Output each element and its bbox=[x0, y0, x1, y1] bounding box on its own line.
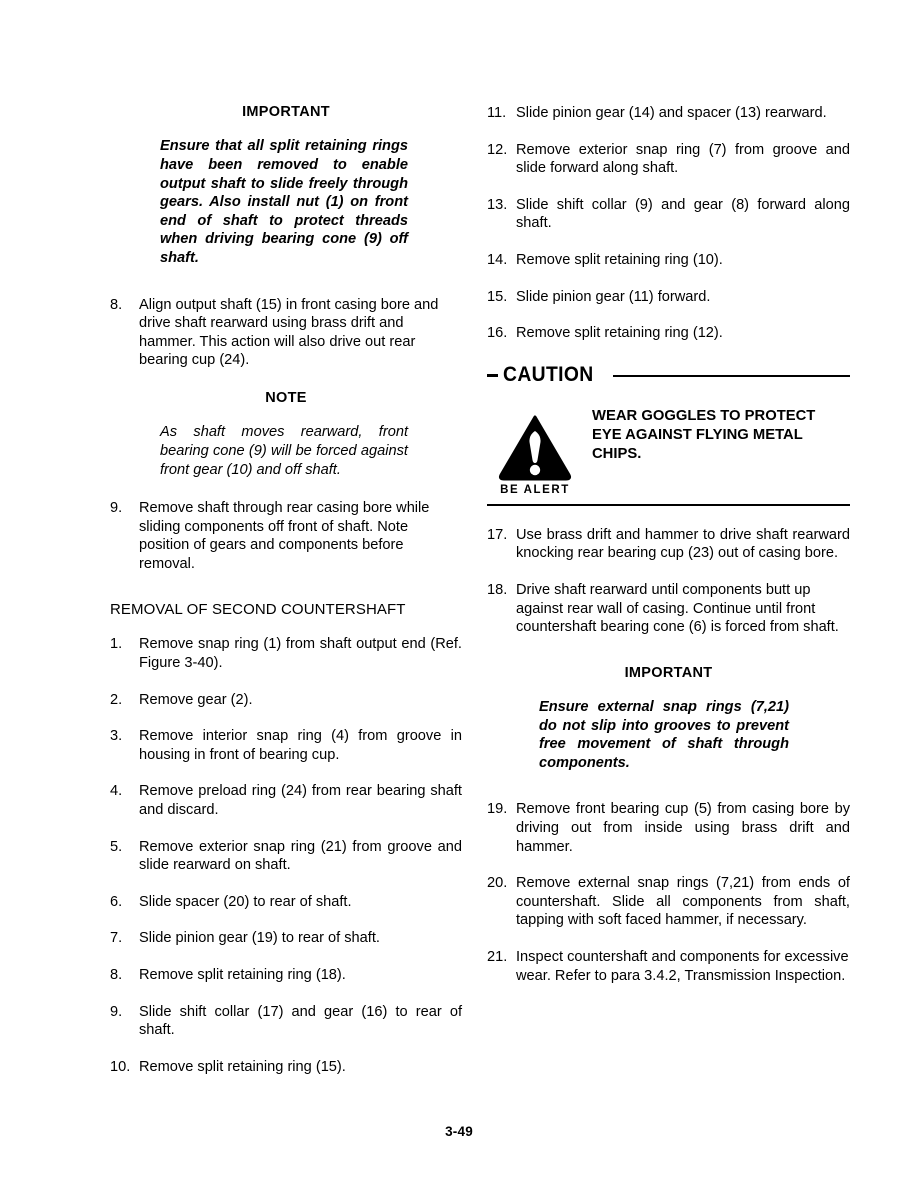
step-text: Remove snap ring (1) from shaft output end (Ref. Figure 3-40). bbox=[139, 636, 462, 672]
step-item bbox=[487, 196, 850, 233]
caution-footer-rule bbox=[487, 504, 850, 506]
step-text: Remove front bearing cup (5) from casing bore by driving out from inside using brass drift and hammer. bbox=[516, 801, 850, 855]
step-number: 18. bbox=[487, 581, 508, 598]
important-body: Ensure that all split retaining rings have been removed to enable output shaft to slide freely through gears. Also install nut (1) on front end of shaft to protect threads when driving bearing cone (9) off shaft. bbox=[160, 138, 408, 266]
step-item bbox=[110, 1058, 462, 1077]
step-number: 19. bbox=[487, 801, 508, 818]
step-number: 11. bbox=[487, 105, 507, 121]
step-item bbox=[487, 141, 850, 178]
step-text: Remove gear (2). bbox=[139, 691, 253, 708]
step-number: 12. bbox=[487, 141, 508, 158]
step-item bbox=[110, 691, 462, 710]
step-list-9 bbox=[110, 499, 462, 573]
step-text: Remove interior snap ring (4) from groove in housing in front of bearing cup. bbox=[139, 728, 462, 763]
note-body: As shaft moves rearward, front bearing cone (9) will be forced against front gear (10) and off shaft. bbox=[160, 424, 408, 478]
important-notice-2 bbox=[487, 665, 850, 773]
step-text: Remove shaft through rear casing bore while sliding components off front of shaft. Note position of gears and components before removal. bbox=[139, 500, 430, 572]
warning-triangle-icon bbox=[498, 415, 572, 481]
be-alert-label: BE ALERT bbox=[500, 483, 570, 496]
step-text: Remove preload ring (24) from rear bearing shaft and discard. bbox=[139, 783, 462, 819]
step-text: Slide shift collar (17) and gear (16) to rear of shaft. bbox=[139, 1003, 462, 1039]
step-item bbox=[487, 288, 850, 307]
step-number: 16. bbox=[487, 325, 508, 342]
step-text: Slide shift collar (9) and gear (8) forward along shaft. bbox=[516, 196, 850, 232]
step-text: Remove split retaining ring (12). bbox=[516, 325, 723, 342]
step-number: 2. bbox=[110, 691, 123, 708]
caution-header-rule bbox=[613, 375, 850, 377]
step-item bbox=[487, 948, 850, 985]
step-number: 20. bbox=[487, 875, 508, 892]
caution-dash-icon bbox=[487, 374, 498, 377]
alert-mark-group bbox=[487, 401, 583, 496]
caution-title: CAUTION bbox=[503, 362, 594, 386]
step-item bbox=[110, 296, 462, 370]
step-item bbox=[487, 251, 850, 270]
step-number: 9. bbox=[110, 1003, 123, 1020]
step-text: Use brass drift and hammer to drive shaft rearward knocking rear bearing cup (23) out of casing bore. bbox=[516, 526, 850, 562]
note-notice-1 bbox=[110, 390, 462, 479]
step-item bbox=[487, 526, 850, 563]
step-number: 21. bbox=[487, 949, 508, 966]
right-column bbox=[487, 104, 850, 985]
step-text: Slide pinion gear (19) to rear of shaft. bbox=[139, 930, 380, 947]
step-number: 6. bbox=[110, 893, 123, 910]
step-number: 13. bbox=[487, 196, 508, 213]
step-item bbox=[110, 727, 462, 764]
step-text: Remove split retaining ring (15). bbox=[139, 1058, 346, 1075]
step-number: 5. bbox=[110, 838, 123, 855]
step-item bbox=[110, 635, 462, 672]
removal-step-list-left bbox=[110, 635, 462, 1076]
step-text: Drive shaft rearward until components butt up against rear wall of casing. Continue until front countershaft bearing cone (6) is forced from shaft. bbox=[516, 581, 839, 636]
step-number: 14. bbox=[487, 251, 508, 268]
note-heading: NOTE bbox=[265, 389, 307, 406]
step-item bbox=[110, 838, 462, 875]
step-item bbox=[110, 929, 462, 948]
step-item bbox=[110, 893, 462, 912]
step-item bbox=[110, 782, 462, 819]
important-notice-1 bbox=[110, 104, 462, 268]
caution-text-line: EYE AGAINST FLYING METAL bbox=[592, 426, 803, 443]
step-item bbox=[487, 324, 850, 343]
step-number: 4. bbox=[110, 783, 123, 800]
step-number: 9. bbox=[110, 500, 123, 517]
caution-text bbox=[583, 401, 850, 464]
step-text: Remove split retaining ring (18). bbox=[139, 967, 346, 983]
step-number: 8. bbox=[110, 967, 123, 983]
step-number: 17. bbox=[487, 526, 508, 543]
step-text: Remove external snap rings (7,21) from ends of countershaft. Slide all components from shaft, tapping with soft faced hammer, if necessary. bbox=[516, 875, 850, 929]
important-heading: IMPORTANT bbox=[624, 664, 713, 681]
caution-box bbox=[487, 363, 850, 506]
removal-step-list-right-top bbox=[487, 104, 850, 343]
step-number: 3. bbox=[110, 728, 123, 745]
step-number: 1. bbox=[110, 636, 123, 653]
removal-step-list-right-bottom bbox=[487, 800, 850, 985]
step-number: 8. bbox=[110, 296, 123, 313]
important-heading: IMPORTANT bbox=[242, 104, 330, 120]
step-text: Slide pinion gear (14) and spacer (13) rearward. bbox=[516, 105, 827, 121]
left-column bbox=[110, 104, 462, 1076]
step-list-8 bbox=[110, 296, 462, 370]
important-body: Ensure external snap rings (7,21) do not slip into grooves to prevent free movement of shaft through components. bbox=[539, 699, 789, 771]
step-text: Remove split retaining ring (10). bbox=[516, 251, 723, 268]
step-text: Slide pinion gear (11) forward. bbox=[516, 288, 711, 305]
page-number: 3-49 bbox=[445, 1124, 473, 1139]
step-text: Inspect countershaft and components for excessive wear. Refer to para 3.4.2, Transmission Inspection. bbox=[516, 949, 849, 984]
step-item bbox=[487, 581, 850, 637]
caution-text-line: CHIPS. bbox=[592, 445, 642, 462]
removal-step-list-right-mid bbox=[487, 526, 850, 637]
caution-header bbox=[487, 363, 850, 387]
step-text: Align output shaft (15) in front casing bore and drive shaft rearward using brass drift and hammer. This action will also drive out rear bearing cup (24). bbox=[139, 296, 439, 369]
step-item bbox=[110, 966, 462, 985]
step-item bbox=[487, 800, 850, 856]
caution-text-line: WEAR GOGGLES TO PROTECT bbox=[592, 407, 816, 424]
step-number: 10. bbox=[110, 1058, 131, 1075]
step-number: 15. bbox=[487, 288, 508, 305]
caution-content bbox=[487, 401, 850, 496]
step-item bbox=[110, 1003, 462, 1040]
step-number: 7. bbox=[110, 930, 123, 947]
step-item bbox=[110, 499, 462, 573]
step-text: Slide spacer (20) to rear of shaft. bbox=[139, 893, 352, 910]
step-text: Remove exterior snap ring (21) from groove and slide rearward on shaft. bbox=[139, 838, 462, 874]
section-heading-removal-second-countershaft: REMOVAL OF SECOND COUNTERSHAFT bbox=[110, 601, 406, 619]
step-item bbox=[487, 104, 850, 123]
step-item bbox=[487, 874, 850, 930]
step-text: Remove exterior snap ring (7) from groove and slide forward along shaft. bbox=[516, 141, 850, 177]
